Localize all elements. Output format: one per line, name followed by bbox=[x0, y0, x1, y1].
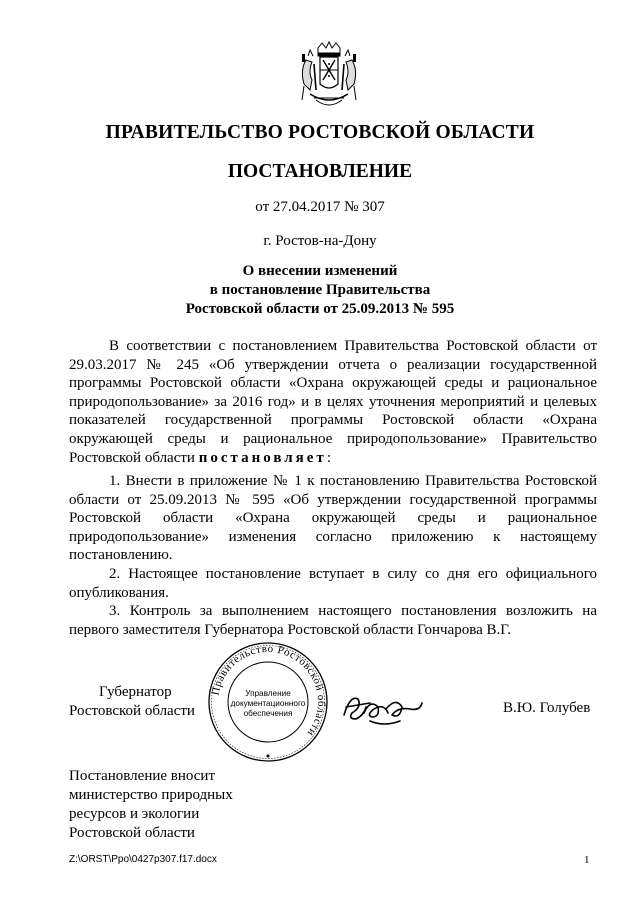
decree-item-2: 2. Настоящее постановление вступает в силу со дня его официального опубликования. bbox=[69, 565, 597, 601]
decree-items bbox=[69, 472, 597, 639]
subject-line: в постановление Правительства bbox=[209, 282, 431, 298]
subject-line: Ростовской области от 25.09.2013 № 595 bbox=[185, 301, 455, 317]
signatory-title bbox=[69, 683, 195, 721]
subject-line: О внесении изменений bbox=[242, 263, 398, 279]
signatory-name: В.Ю. Голубев bbox=[503, 700, 591, 716]
decree-word: постановляет bbox=[198, 449, 327, 466]
handwritten-signature bbox=[340, 685, 426, 731]
stamp-outer-text: Правительство Ростовской области bbox=[209, 642, 328, 739]
preamble-paragraph bbox=[69, 337, 597, 467]
stamp-inner-line: обеспечения bbox=[243, 709, 293, 718]
page-number: 1 bbox=[584, 854, 590, 866]
decree-item-3: 3. Контроль за выполнением настоящего постановления возложить на первого заместителя Губернатора Ростовской области Гончарова В.Г. bbox=[69, 603, 597, 638]
preamble-text: В соответствии с постановлением Правительства Ростовской области от 29.03.2017 № 245 «Об утверждении отчета о реализации государственной программы Ростовской области «Охрана окружающей среды и рациональное природопользование» за 2016 год» и в целях уточнения мероприятий и целевых показателей государственной программы Ростовской области «Охрана окружающей среды и рациональное природопользование» Правительство Ростовской области bbox=[69, 338, 597, 466]
signatory-title-line: Губернатор bbox=[99, 684, 172, 700]
signatory-title-line: Ростовской области bbox=[69, 703, 195, 719]
stamp-inner-line: документационного bbox=[230, 699, 306, 708]
official-stamp bbox=[206, 640, 330, 764]
coat-of-arms-emblem bbox=[296, 40, 362, 110]
decree-colon: : bbox=[326, 449, 331, 466]
submitter-note bbox=[69, 767, 233, 843]
stamp-inner-line: Управление bbox=[245, 689, 291, 698]
submitter-note-line: Ростовской области bbox=[69, 825, 195, 841]
file-path: Z:\ORST\Ppo\0427p307.f17.docx bbox=[69, 854, 217, 865]
submitter-note-line: ресурсов и экологии bbox=[69, 806, 200, 822]
submitter-note-line: министерство природных bbox=[69, 787, 233, 803]
government-title: ПРАВИТЕЛЬСТВО РОСТОВСКОЙ ОБЛАСТИ bbox=[105, 122, 535, 143]
document-type-title: ПОСТАНОВЛЕНИЕ bbox=[227, 161, 413, 182]
date-and-number: от 27.04.2017 № 307 bbox=[255, 199, 385, 215]
city: г. Ростов-на-Дону bbox=[263, 233, 377, 249]
decree-item-1: 1. Внести в приложение № 1 к постановлению Правительства Ростовской области от 25.09.2013 № 595 «Об утверждении государственной программы Ростовской области «Охрана окружающей среды и рациональное природопользование» изменения согласно приложению к настоящему постановлению. bbox=[69, 473, 597, 564]
submitter-note-line: Постановление вносит bbox=[69, 768, 216, 784]
document-subject bbox=[0, 262, 640, 319]
